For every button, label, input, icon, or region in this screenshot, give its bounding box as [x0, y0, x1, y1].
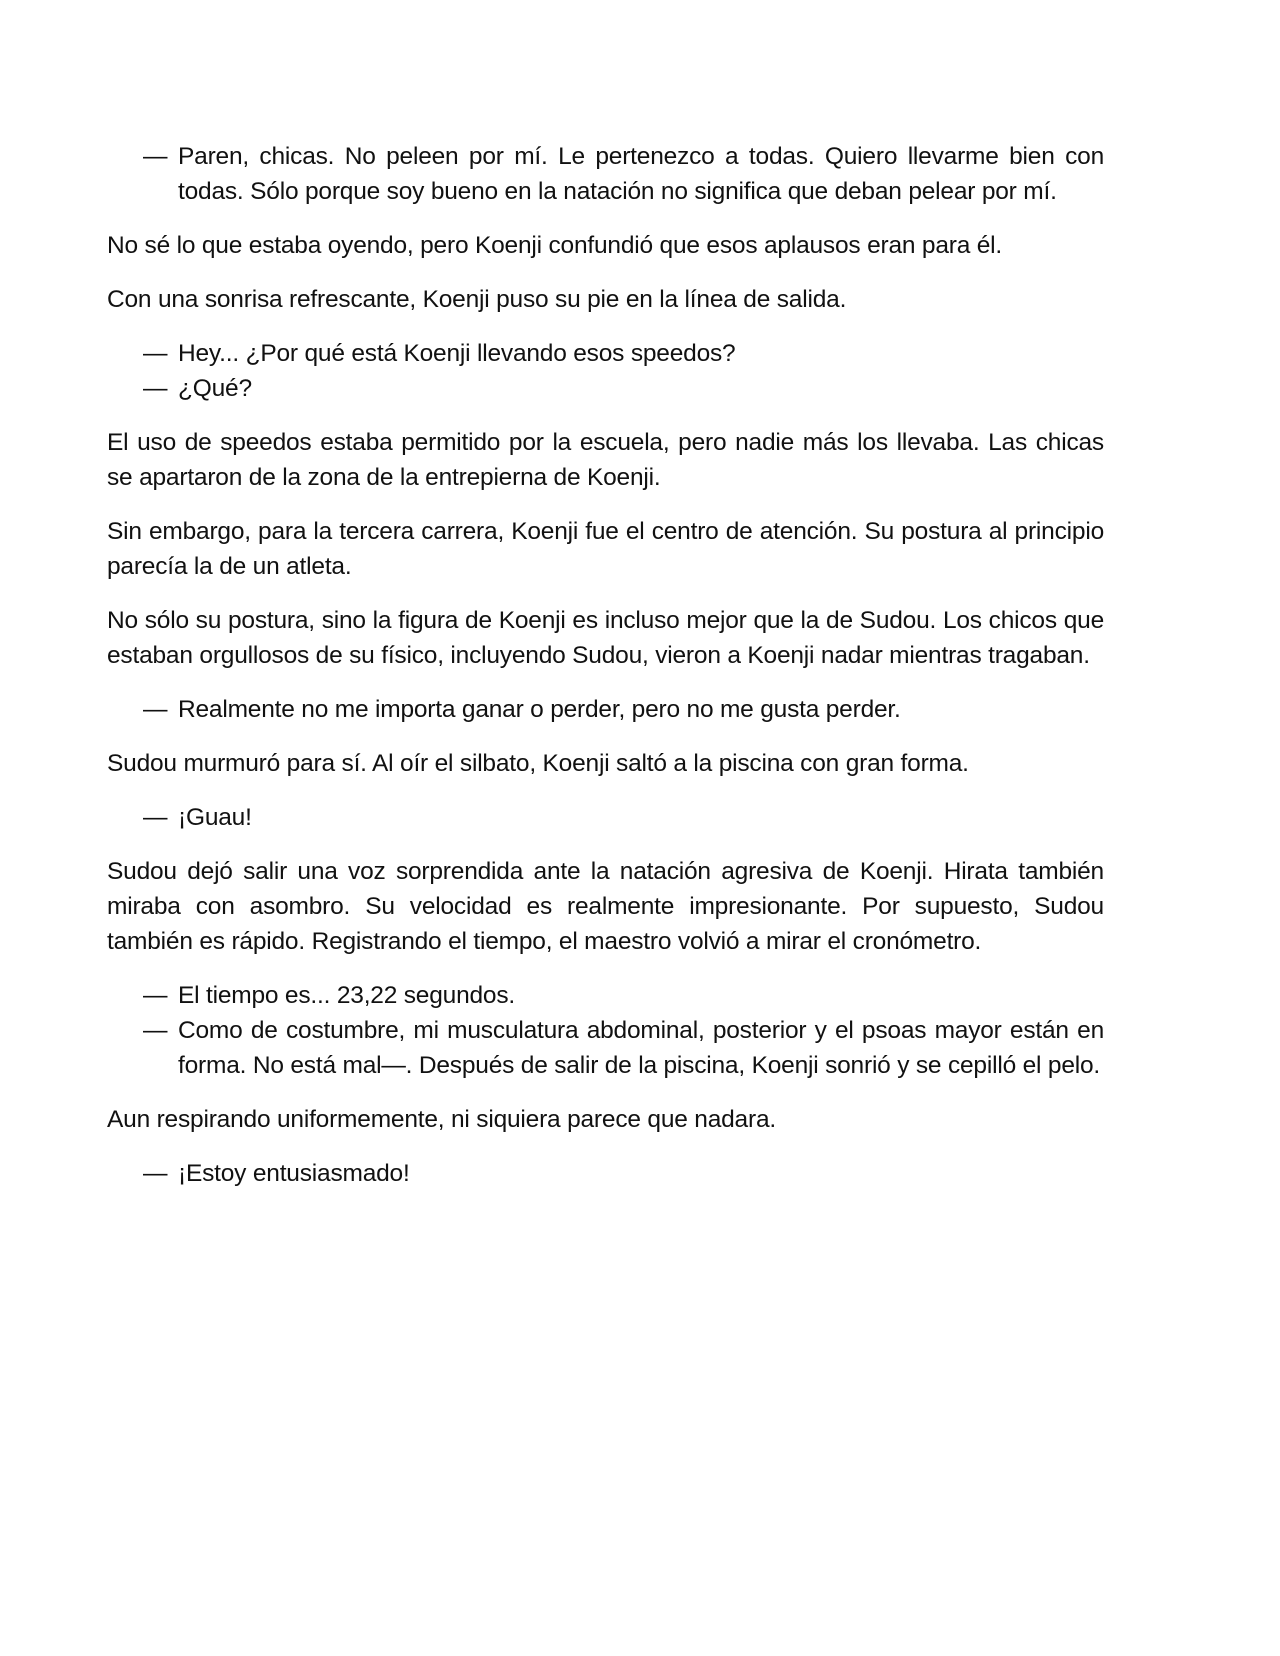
paragraph: El uso de speedos estaba permitido por la escuela, pero nadie más los llevaba. Las chicas se apartaron de la zona de la entrepierna de Koenji.	[107, 429, 1104, 491]
paragraph: Sudou dejó salir una voz sorprendida ante la natación agresiva de Koenji. Hirata también miraba con asombro. Su velocidad es realmente impresionante. Por supuesto, Sudou también es rápido. Registrando el tiempo, el maestro volvió a mirar el cronómetro.	[107, 858, 1104, 955]
dialogue-text: ¡Guau!	[178, 804, 252, 831]
paragraph: Aun respirando uniformemente, ni siquiera parece que nadara.	[107, 1106, 776, 1133]
dialogue-block	[107, 978, 1104, 1083]
dialogue-line	[107, 978, 1104, 1013]
dialogue-block	[107, 692, 1104, 727]
dialogue-dash: —	[143, 804, 168, 831]
dialogue-line	[107, 1013, 1104, 1083]
dialogue-dash: —	[143, 982, 168, 1009]
dialogue-line	[107, 800, 1104, 835]
dialogue-line	[107, 371, 1104, 406]
dialogue-block	[107, 1156, 1104, 1191]
paragraph: Sin embargo, para la tercera carrera, Koenji fue el centro de atención. Su postura al principio parecía la de un atleta.	[107, 518, 1104, 580]
dialogue-block	[107, 139, 1104, 209]
dialogue-line	[107, 692, 1104, 727]
document-page	[107, 139, 1104, 1210]
dialogue-text: Hey... ¿Por qué está Koenji llevando esos speedos?	[178, 340, 736, 367]
dialogue-text: Como de costumbre, mi musculatura abdominal, posterior y el psoas mayor están en forma. No está mal—. Después de salir de la piscina, Koenji sonrió y se cepilló el pelo.	[178, 1017, 1104, 1079]
paragraph: Con una sonrisa refrescante, Koenji puso su pie en la línea de salida.	[107, 286, 847, 313]
dialogue-text: Realmente no me importa ganar o perder, pero no me gusta perder.	[178, 696, 901, 723]
dialogue-line	[107, 139, 1104, 209]
paragraph: No sólo su postura, sino la figura de Koenji es incluso mejor que la de Sudou. Los chicos que estaban orgullosos de su físico, incluyendo Sudou, vieron a Koenji nadar mientras tragaban.	[107, 607, 1104, 669]
dialogue-dash: —	[143, 375, 168, 402]
dialogue-line	[107, 336, 1104, 371]
dialogue-dash: —	[143, 1017, 168, 1044]
dialogue-dash: —	[143, 340, 168, 367]
dialogue-dash: —	[143, 143, 168, 170]
dialogue-text: El tiempo es... 23,22 segundos.	[178, 982, 516, 1009]
paragraph: No sé lo que estaba oyendo, pero Koenji confundió que esos aplausos eran para él.	[107, 232, 1003, 259]
dialogue-block	[107, 800, 1104, 835]
dialogue-text: Paren, chicas. No peleen por mí. Le pertenezco a todas. Quiero llevarme bien con todas. Sólo porque soy bueno en la natación no significa que deban pelear por mí.	[178, 143, 1104, 205]
dialogue-dash: —	[143, 696, 168, 723]
dialogue-text: ¡Estoy entusiasmado!	[178, 1160, 410, 1187]
dialogue-line	[107, 1156, 1104, 1191]
dialogue-dash: —	[143, 1160, 168, 1187]
dialogue-text: ¿Qué?	[178, 375, 252, 402]
paragraph: Sudou murmuró para sí. Al oír el silbato, Koenji saltó a la piscina con gran forma.	[107, 750, 969, 777]
dialogue-block	[107, 336, 1104, 406]
